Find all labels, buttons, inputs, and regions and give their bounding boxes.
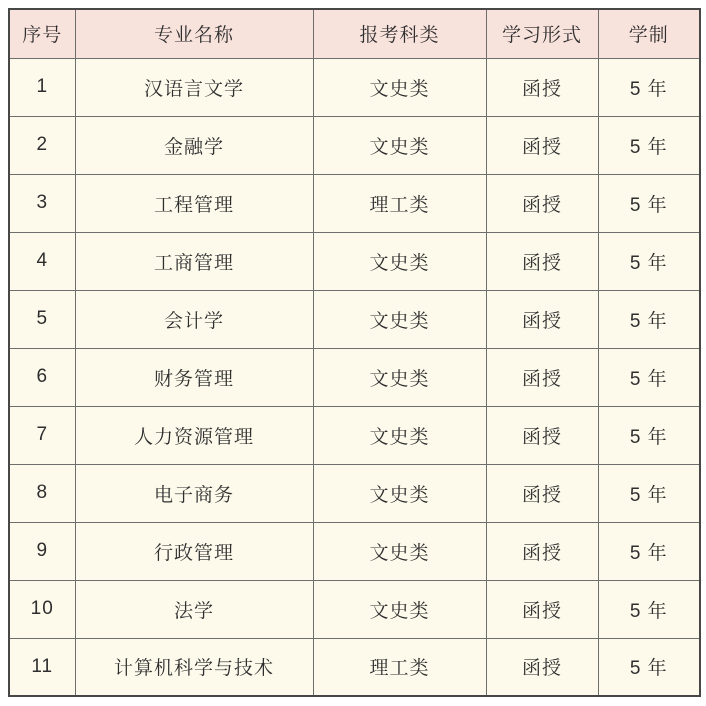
cell-no: 5 bbox=[9, 290, 75, 348]
cell-major: 工商管理 bbox=[75, 232, 313, 290]
cell-category: 文史类 bbox=[313, 522, 486, 580]
cell-category: 文史类 bbox=[313, 58, 486, 116]
cell-category: 文史类 bbox=[313, 348, 486, 406]
cell-form: 函授 bbox=[486, 116, 598, 174]
cell-form: 函授 bbox=[486, 348, 598, 406]
cell-major: 金融学 bbox=[75, 116, 313, 174]
cell-major: 计算机科学与技术 bbox=[75, 638, 313, 696]
column-header-form: 学习形式 bbox=[486, 9, 598, 58]
cell-major: 人力资源管理 bbox=[75, 406, 313, 464]
table-row bbox=[9, 464, 700, 522]
cell-major: 行政管理 bbox=[75, 522, 313, 580]
table-row bbox=[9, 638, 700, 696]
cell-category: 理工类 bbox=[313, 638, 486, 696]
cell-form: 函授 bbox=[486, 174, 598, 232]
header-row bbox=[9, 9, 700, 58]
cell-no: 7 bbox=[9, 406, 75, 464]
cell-duration: 5 年 bbox=[598, 232, 700, 290]
cell-duration: 5 年 bbox=[598, 522, 700, 580]
cell-duration: 5 年 bbox=[598, 464, 700, 522]
cell-no: 4 bbox=[9, 232, 75, 290]
cell-no: 2 bbox=[9, 116, 75, 174]
cell-duration: 5 年 bbox=[598, 638, 700, 696]
cell-form: 函授 bbox=[486, 58, 598, 116]
cell-no: 10 bbox=[9, 580, 75, 638]
table-row bbox=[9, 116, 700, 174]
cell-no: 3 bbox=[9, 174, 75, 232]
majors-table bbox=[8, 8, 701, 697]
cell-duration: 5 年 bbox=[598, 348, 700, 406]
cell-duration: 5 年 bbox=[598, 116, 700, 174]
cell-no: 11 bbox=[9, 638, 75, 696]
cell-major: 汉语言文学 bbox=[75, 58, 313, 116]
cell-duration: 5 年 bbox=[598, 580, 700, 638]
cell-major: 电子商务 bbox=[75, 464, 313, 522]
column-header-category: 报考科类 bbox=[313, 9, 486, 58]
cell-form: 函授 bbox=[486, 522, 598, 580]
cell-form: 函授 bbox=[486, 232, 598, 290]
cell-category: 文史类 bbox=[313, 406, 486, 464]
cell-no: 1 bbox=[9, 58, 75, 116]
column-header-no: 序号 bbox=[9, 9, 75, 58]
cell-duration: 5 年 bbox=[598, 174, 700, 232]
cell-category: 文史类 bbox=[313, 116, 486, 174]
cell-major: 财务管理 bbox=[75, 348, 313, 406]
table-row bbox=[9, 348, 700, 406]
cell-duration: 5 年 bbox=[598, 406, 700, 464]
cell-category: 文史类 bbox=[313, 290, 486, 348]
cell-form: 函授 bbox=[486, 638, 598, 696]
table-row bbox=[9, 406, 700, 464]
cell-duration: 5 年 bbox=[598, 58, 700, 116]
cell-category: 文史类 bbox=[313, 580, 486, 638]
cell-form: 函授 bbox=[486, 290, 598, 348]
column-header-major: 专业名称 bbox=[75, 9, 313, 58]
column-header-duration: 学制 bbox=[598, 9, 700, 58]
cell-duration: 5 年 bbox=[598, 290, 700, 348]
cell-major: 工程管理 bbox=[75, 174, 313, 232]
cell-category: 理工类 bbox=[313, 174, 486, 232]
cell-no: 8 bbox=[9, 464, 75, 522]
table-row bbox=[9, 232, 700, 290]
cell-category: 文史类 bbox=[313, 464, 486, 522]
cell-no: 9 bbox=[9, 522, 75, 580]
table-row bbox=[9, 580, 700, 638]
cell-major: 法学 bbox=[75, 580, 313, 638]
cell-category: 文史类 bbox=[313, 232, 486, 290]
table-row bbox=[9, 58, 700, 116]
table-row bbox=[9, 290, 700, 348]
cell-form: 函授 bbox=[486, 464, 598, 522]
table-row bbox=[9, 522, 700, 580]
cell-major: 会计学 bbox=[75, 290, 313, 348]
cell-no: 6 bbox=[9, 348, 75, 406]
cell-form: 函授 bbox=[486, 406, 598, 464]
cell-form: 函授 bbox=[486, 580, 598, 638]
table-row bbox=[9, 174, 700, 232]
